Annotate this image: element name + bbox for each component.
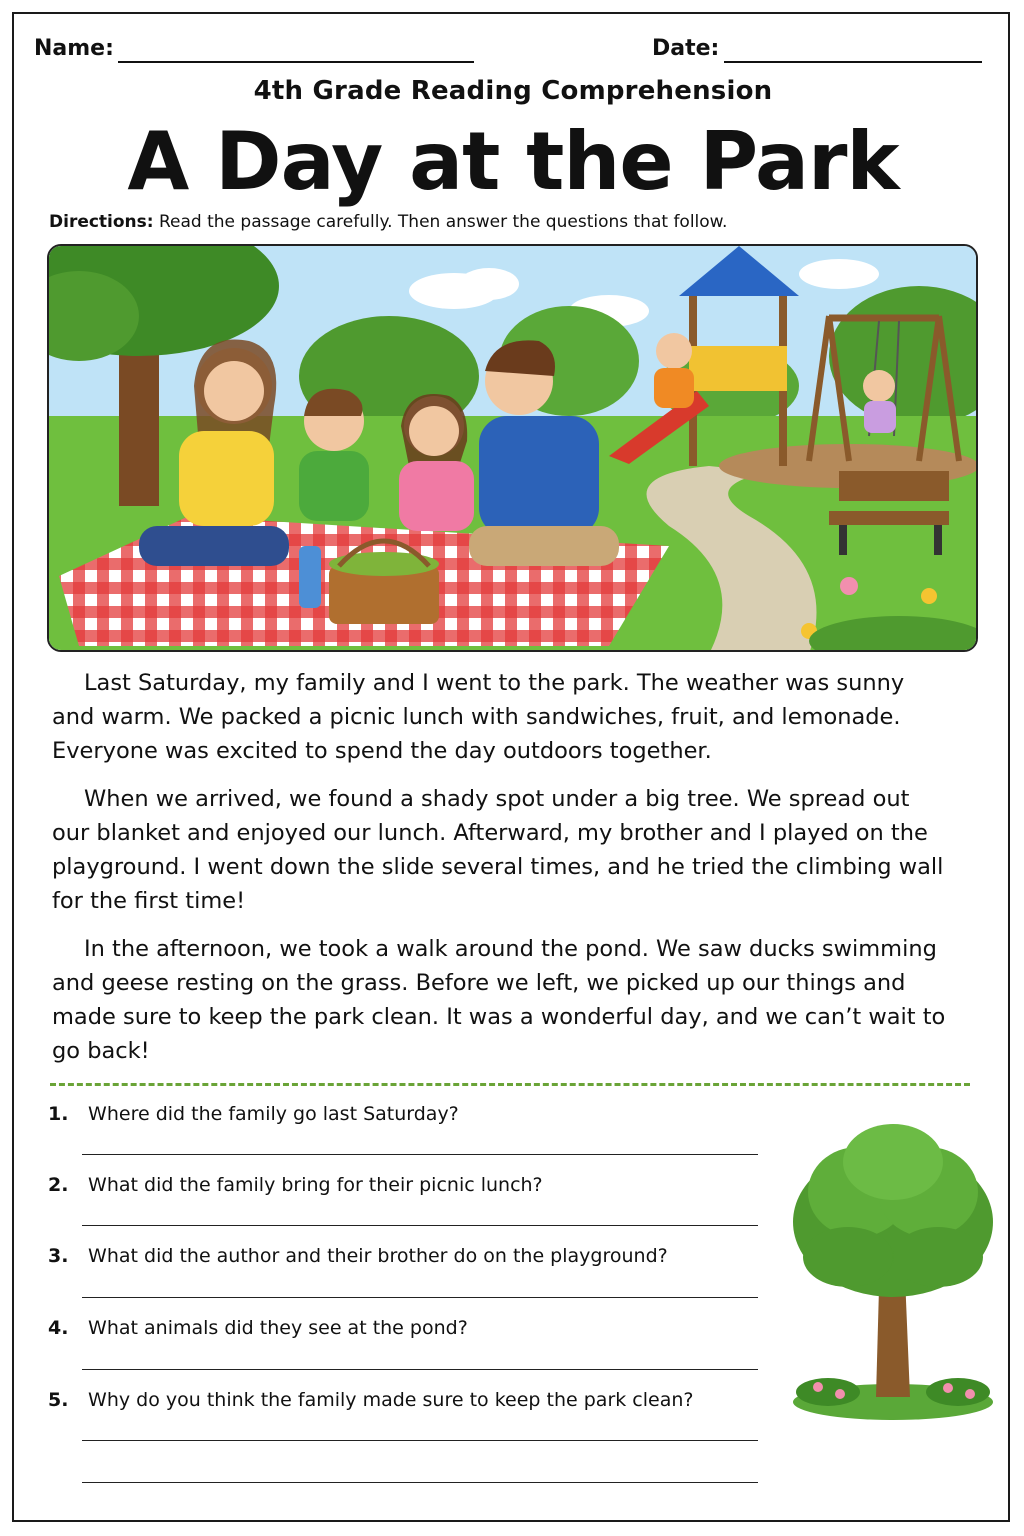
date-field[interactable] xyxy=(724,61,982,63)
question-item xyxy=(48,1317,768,1339)
park-illustration xyxy=(47,244,978,652)
question-number: 4. xyxy=(48,1317,69,1339)
directions-label: Directions: xyxy=(49,212,154,232)
question-item xyxy=(48,1389,768,1411)
section-divider xyxy=(50,1083,970,1086)
question-number: 3. xyxy=(48,1245,69,1267)
boy-figure xyxy=(299,389,369,521)
question-number: 5. xyxy=(48,1389,69,1411)
answer-line[interactable] xyxy=(82,1369,758,1370)
girl-figure xyxy=(399,394,474,531)
directions xyxy=(49,212,727,232)
question-number: 2. xyxy=(48,1174,69,1196)
tree-icon xyxy=(788,1122,998,1422)
slide-child-figure xyxy=(654,333,694,408)
question-item xyxy=(48,1245,768,1267)
question-item xyxy=(48,1174,768,1196)
question-text: What did the author and their brother do on the playground? xyxy=(88,1245,668,1267)
directions-text: Read the passage carefully. Then answer the questions that follow. xyxy=(159,212,728,232)
question-item xyxy=(48,1103,768,1125)
worksheet-title: A Day at the Park xyxy=(127,115,899,208)
name-field[interactable] xyxy=(118,61,474,63)
name-label: Name: xyxy=(34,36,114,61)
passage-paragraph: When we arrived, we found a shady spot under a big tree. We spread out our blanket and enjoyed our lunch. Afterward, my brother and I played on the playground. I went down the slide several times, and he tried the climbing wall for the first time! xyxy=(52,786,944,914)
question-text: What did the family bring for their picnic lunch? xyxy=(88,1174,543,1196)
tree-illustration xyxy=(788,1122,998,1426)
answer-line[interactable] xyxy=(82,1297,758,1298)
passage-paragraph: In the afternoon, we took a walk around the pond. We saw ducks swimming and geese resting on the grass. Before we left, we picked up our things and made sure to keep the park clean. It was a wonderful day, and we can’t wait to go back! xyxy=(52,936,946,1064)
answer-line[interactable] xyxy=(82,1154,758,1155)
date-label: Date: xyxy=(652,36,720,61)
answer-line[interactable] xyxy=(82,1225,758,1226)
reading-passage xyxy=(52,666,952,1082)
worksheet-page xyxy=(12,12,1010,1522)
question-text: What animals did they see at the pond? xyxy=(88,1317,468,1339)
worksheet-subtitle: 4th Grade Reading Comprehension xyxy=(253,76,773,106)
question-number: 1. xyxy=(48,1103,69,1125)
park-scene-image xyxy=(49,246,978,652)
passage-paragraph: Last Saturday, my family and I went to the park. The weather was sunny and warm. We packed a picnic lunch with sandwiches, fruit, and lemonade. Everyone was excited to spend the day outdoors together. xyxy=(52,670,905,764)
answer-line[interactable] xyxy=(82,1482,758,1483)
question-text: Why do you think the family made sure to keep the park clean? xyxy=(88,1389,694,1411)
question-text: Where did the family go last Saturday? xyxy=(88,1103,459,1125)
answer-line[interactable] xyxy=(82,1440,758,1441)
